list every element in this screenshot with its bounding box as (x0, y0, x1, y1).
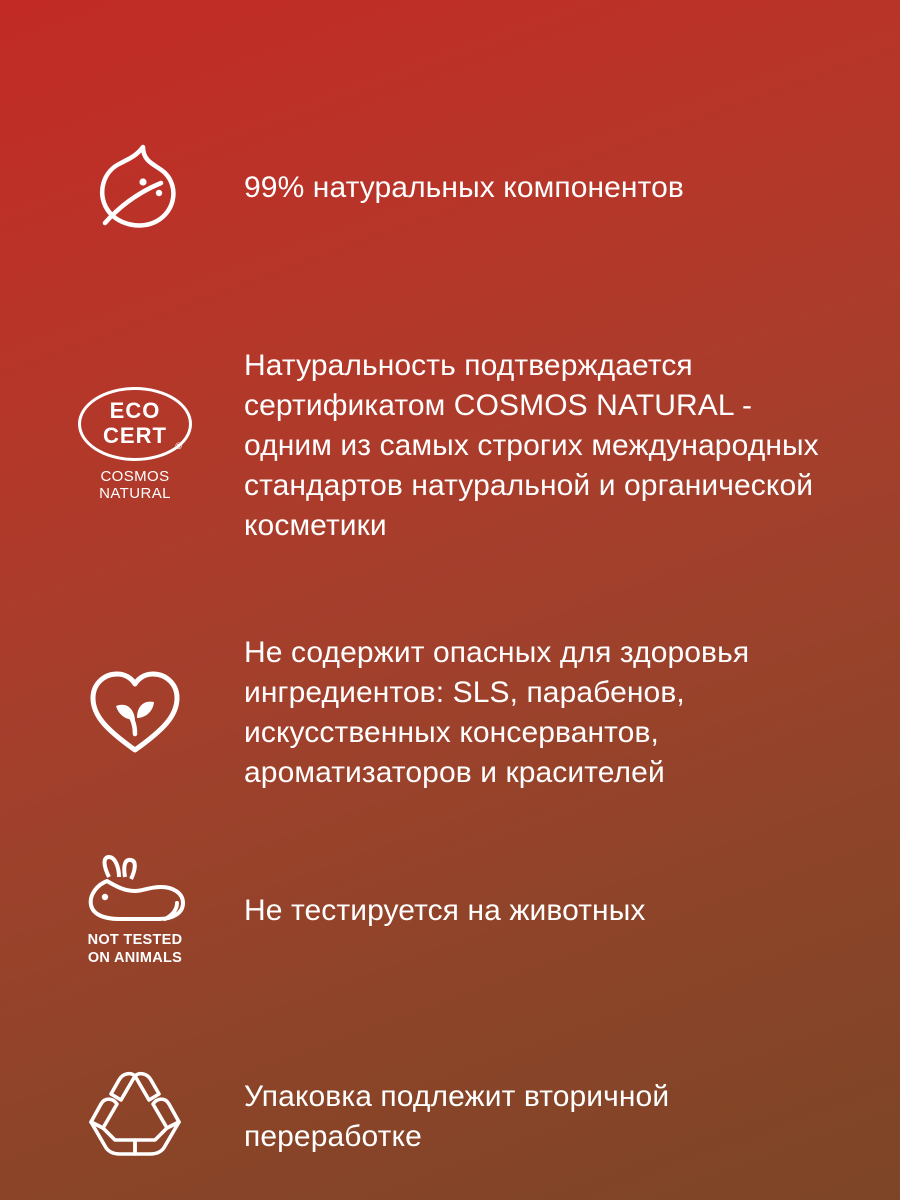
bunny-badge-line-2: ON ANIMALS (87, 949, 183, 966)
ecocert-badge (75, 385, 195, 505)
feature-text: Натуральность подтверждается сертификатом COSMOS NATURAL - одним из самых строгих международных стандартов натуральной и органической косметики (244, 349, 819, 542)
ecocert-oval (78, 387, 192, 461)
feature-text: Не содержит опасных для здоровья ингредиентов: SLS, парабенов, искусственных консервантов, ароматизаторов и красителей (244, 636, 750, 790)
feature-item (60, 1051, 840, 1181)
feature-text: Не тестируется на животных (244, 894, 646, 928)
ecocert-subtitle (99, 468, 171, 503)
rabbit-not-tested-icon (60, 845, 210, 975)
leaf-icon (60, 122, 210, 252)
ecocert-subtitle-line-2: NATURAL (99, 485, 171, 503)
ecocert-subtitle-line-1: COSMOS (100, 467, 170, 485)
ecocert-cosmos-natural-icon (60, 380, 210, 510)
heart-leaf-icon (60, 647, 210, 777)
bunny-badge (67, 853, 203, 966)
recycle-icon (60, 1051, 210, 1181)
bunny-badge-text (88, 932, 183, 966)
ecocert-line-2: CERT (103, 423, 167, 449)
registered-mark: ® (175, 440, 182, 451)
feature-item (60, 344, 840, 545)
bunny-badge-line-1: NOT TESTED (87, 932, 183, 949)
feature-item (60, 631, 840, 793)
ecocert-line-1: ECO (109, 398, 161, 424)
feature-item (60, 845, 840, 975)
feature-item (60, 122, 840, 252)
feature-text: Упаковка подлежит вторичной переработке (244, 1080, 670, 1154)
feature-text: 99% натуральных компонентов (244, 171, 684, 205)
